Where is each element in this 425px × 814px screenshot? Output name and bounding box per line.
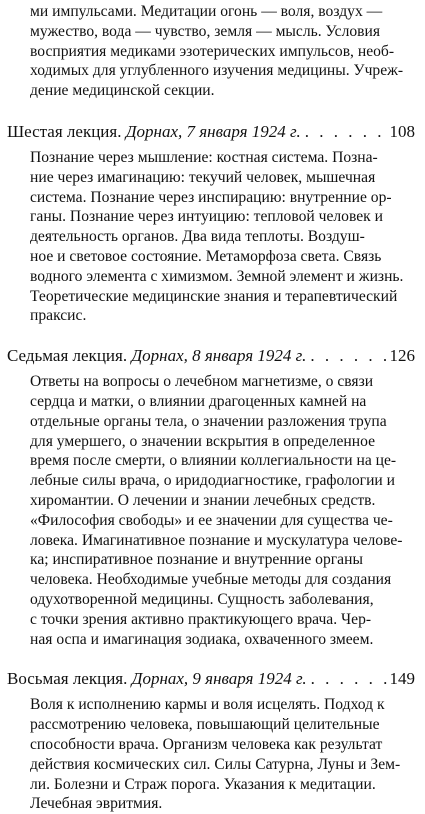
toc-entry-heading[interactable] <box>7 345 415 367</box>
summary-line: сердца и матки, о влиянии драгоценных камней на <box>30 392 367 410</box>
summary-line: восприятия медиками эзотерических импульсов, необ- <box>30 42 395 60</box>
summary-line: праксис. <box>30 307 87 325</box>
summary-line: для умершего, о значении вскрытия в определенное <box>30 432 376 450</box>
summary-line: Лечебная эвритмия. <box>30 795 163 813</box>
dot-leaders <box>305 121 388 143</box>
summary-line: ная оспа и имагинация зодиака, охваченного змеем. <box>30 630 374 648</box>
summary-line: рассмотрению человека, повышающий целительные <box>30 716 380 734</box>
lecture-place-date: Дорнах, 7 января 1924 г. <box>125 121 301 141</box>
lecture-title: Шестая лекция. <box>7 121 122 141</box>
summary-line: «Философия свободы» и ее значении для существа че- <box>30 511 393 529</box>
summary-line: ловека. Имагинативное познание и мускулатура челове- <box>30 531 403 549</box>
summary-line: действия космических сил. Силы Сатурна, Луны и Зем- <box>30 755 401 773</box>
lecture-title: Седьмая лекция. <box>7 346 128 366</box>
dot-leaders <box>310 345 387 367</box>
summary-line: водного элемента с химизмом. Земной элемент и жизнь. <box>30 267 404 285</box>
dot-leaders <box>311 668 388 690</box>
summary-line: Познание через мышление: костная система. Позна- <box>30 148 378 166</box>
lecture-place-date: Дорнах, 8 января 1924 г. <box>131 346 307 366</box>
lecture-summary <box>30 372 415 649</box>
summary-line: ние через имагинацию: текучий человек, мышечная <box>30 168 376 186</box>
summary-line: ка; инспиративное познание и внутренние органы <box>30 551 363 569</box>
summary-line: мужество, вода — чувство, земля — мысль. Условия <box>30 22 381 40</box>
summary-line: ли. Болезни и Страж порога. Указания к медитации. <box>30 775 376 793</box>
toc-entry-lecture-7 <box>7 345 415 649</box>
summary-line: с точки зрения активно практикующего врача. Чер- <box>30 610 372 628</box>
toc-entry-lecture-6 <box>7 121 415 326</box>
intro-summary <box>30 2 415 101</box>
lecture-summary <box>30 695 415 814</box>
summary-line: хиромантии. О лечении и знании лечебных средств. <box>30 491 376 509</box>
summary-line: дение медицинской секции. <box>30 82 215 100</box>
page-number: 108 <box>389 121 415 141</box>
page-number: 126 <box>389 346 415 366</box>
summary-line: ное и световое состояние. Метаморфоза света. Связь <box>30 247 382 265</box>
summary-line: Воля к исполнению кармы и воля исцелять. Подход к <box>30 696 385 714</box>
lecture-title: Восьмая лекция. <box>7 669 128 689</box>
summary-line: Ответы на вопросы о лечебном магнетизме, о связи <box>30 373 374 391</box>
toc-entry-lecture-8 <box>7 668 415 814</box>
toc-page <box>0 2 425 813</box>
summary-line: Теоретические медицинские знания и терапевтический <box>30 287 398 305</box>
summary-line: одухотворенной медицины. Сущность заболевания, <box>30 590 374 608</box>
lecture-place-date: Дорнах, 9 января 1924 г. <box>131 669 307 689</box>
summary-line: лебные силы врача, о иридодиагностике, графологии и <box>30 472 396 490</box>
summary-line: деятельность органов. Два вида теплоты. Воздуш- <box>30 228 365 246</box>
summary-line: ми импульсами. Медитации огонь — воля, воздух — <box>30 3 383 20</box>
summary-line: способности врача. Организм человека как результат <box>30 735 383 753</box>
summary-line: отдельные органы тела, о значении разложения трупа <box>30 412 387 430</box>
summary-line: ганы. Познание через интуицию: тепловой человек и <box>30 208 383 226</box>
summary-line: человека. Необходимые учебные методы для создания <box>30 571 392 589</box>
page-number: 149 <box>389 669 415 689</box>
toc-entry-heading[interactable] <box>7 668 415 690</box>
summary-line: время после смерти, о влиянии коллегиальности на це- <box>30 452 397 470</box>
summary-line: система. Познание через инспирацию: внутренние ор- <box>30 188 392 206</box>
toc-entry-heading[interactable] <box>7 121 415 143</box>
lecture-summary <box>30 148 415 326</box>
summary-line: ходимых для углубленного изучения медицины. Учреж- <box>30 62 404 80</box>
